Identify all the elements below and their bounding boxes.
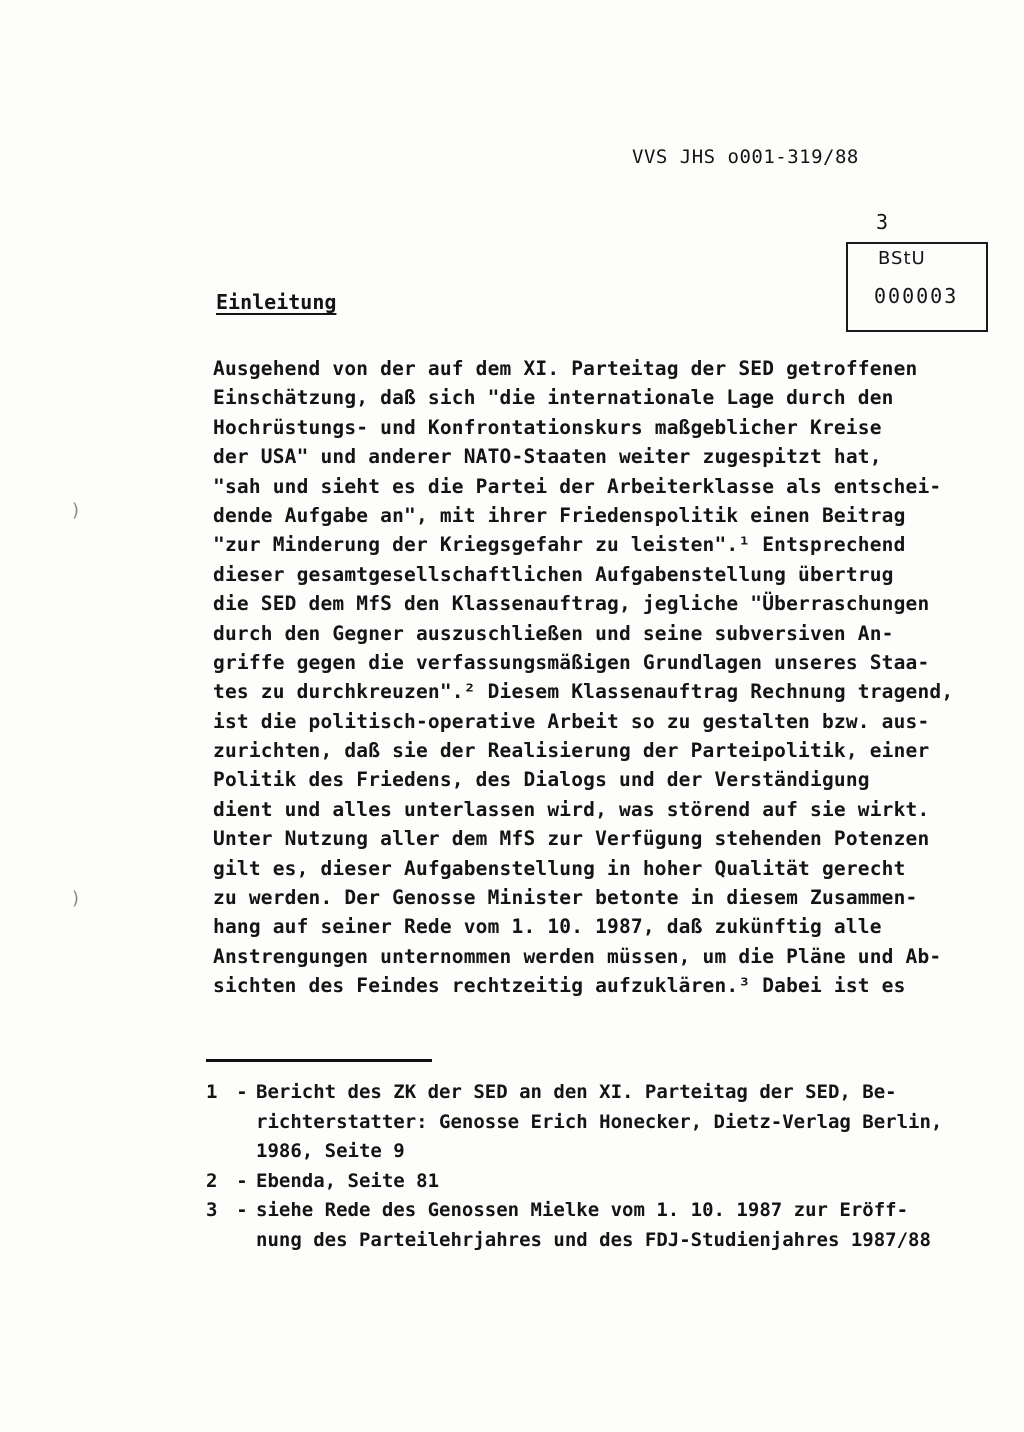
footnotes [206, 1078, 986, 1255]
body-line: griffe gegen die verfassungsmäßigen Grundlagen unseres Staa- [213, 650, 930, 674]
body-line: zurichten, daß sie der Realisierung der Parteipolitik, einer [213, 739, 930, 763]
archive-stamp [846, 242, 988, 332]
body-line: dient und alles unterlassen wird, was störend auf sie wirkt. [213, 797, 930, 821]
body-line: dieser gesamtgesellschaftlichen Aufgabenstellung übertrug [213, 562, 894, 586]
stamp-number: 000003 [874, 284, 959, 308]
body-line: durch den Gegner auszuschließen und seine subversiven An- [213, 621, 894, 645]
body-line: Politik des Friedens, des Dialogs und der Verständigung [213, 768, 870, 792]
footnote-line: 1986, Seite 9 [256, 1140, 405, 1162]
body-text [213, 354, 973, 1001]
body-line: "sah und sieht es die Partei der Arbeiterklasse als entschei- [213, 474, 942, 498]
body-line: dende Aufgabe an", mit ihrer Friedenspolitik einen Beitrag [213, 503, 906, 527]
footnote-line: richterstatter: Genosse Erich Honecker, Dietz-Verlag Berlin, [256, 1110, 943, 1133]
stamp-label: BStU [878, 248, 926, 269]
body-line: die SED dem MfS den Klassenauftrag, jegliche "Überraschungen [213, 592, 930, 616]
body-line: der USA" und anderer NATO-Staaten weiter zugespitzt hat, [213, 445, 882, 469]
footnote [206, 1167, 986, 1197]
body-line: "zur Minderung der Kriegsgefahr zu leisten".¹ Entsprechend [213, 533, 906, 557]
section-heading: Einleitung [216, 290, 337, 314]
body-line: Einschätzung, daß sich "die internationale Lage durch den [213, 386, 894, 410]
punch-hole-mark: ) [72, 500, 80, 521]
footnote-divider [206, 1059, 432, 1062]
footnote-number: 1 [206, 1081, 218, 1103]
body-line: gilt es, dieser Aufgabenstellung in hoher Qualität gerecht [213, 856, 906, 880]
footnote-line: nung des Parteilehrjahres und des FDJ-Studienjahres 1987/88 [256, 1228, 931, 1251]
footnote-number: 3 [206, 1199, 218, 1221]
body-line: Unter Nutzung aller dem MfS zur Verfügung stehenden Potenzen [213, 827, 930, 851]
footnote-dash: - [236, 1199, 248, 1221]
footnote-text [256, 1167, 986, 1197]
footnote-line: siehe Rede des Genossen Mielke vom 1. 10. 1987 zur Eröff- [256, 1199, 909, 1221]
body-line: Anstrengungen unternommen werden müssen, um die Pläne und Ab- [213, 944, 942, 968]
body-line: Ausgehend von der auf dem XI. Parteitag der SED getroffenen [213, 357, 918, 380]
body-line: zu werden. Der Genosse Minister betonte in diesem Zusammen- [213, 886, 918, 910]
punch-hole-mark: ) [72, 888, 80, 909]
footnote-line: Bericht des ZK der SED an den XI. Parteitag der SED, Be- [256, 1081, 897, 1103]
body-line: Hochrüstungs- und Konfrontationskurs maßgeblicher Kreise [213, 415, 882, 439]
footnote-dash: - [236, 1081, 248, 1103]
footnote-number: 2 [206, 1169, 218, 1192]
page-number: 3 [876, 210, 889, 234]
document-reference: VVS JHS o001-319/88 [632, 146, 859, 168]
body-line: tes zu durchkreuzen".² Diesem Klassenauftrag Rechnung tragend, [213, 680, 954, 704]
footnote-dash: - [236, 1169, 248, 1192]
footnote [206, 1196, 986, 1255]
footnote [206, 1078, 986, 1167]
body-line: sichten des Feindes rechtzeitig aufzuklären.³ Dabei ist es [213, 974, 906, 998]
body-line: ist die politisch-operative Arbeit so zu gestalten bzw. aus- [213, 709, 930, 733]
footnote-line: Ebenda, Seite 81 [256, 1169, 440, 1192]
body-line: hang auf seiner Rede vom 1. 10. 1987, daß zukünftig alle [213, 915, 882, 939]
footnote-text [256, 1078, 986, 1167]
footnote-text [256, 1196, 986, 1255]
